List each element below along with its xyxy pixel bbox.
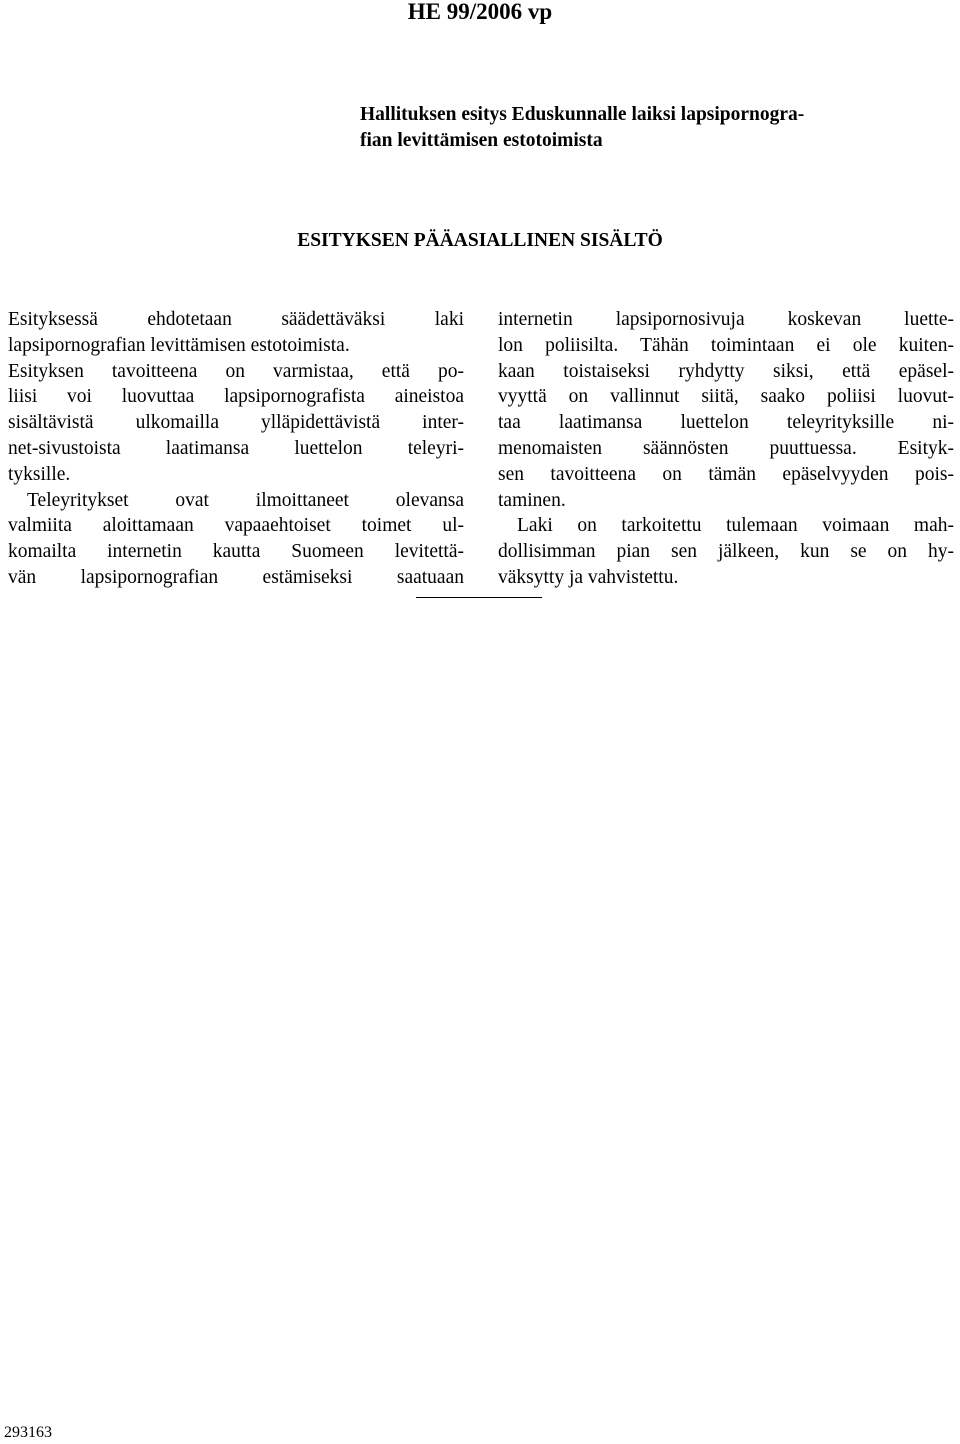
text-line: taa laatimansa luettelon teleyrityksille ni- xyxy=(498,412,954,434)
text-line: komailta internetin kautta Suomeen levitettä- xyxy=(8,541,464,563)
page-code: 293163 xyxy=(4,1424,52,1441)
text-line: väksytty ja vahvistettu. xyxy=(498,566,679,588)
text-line: taminen. xyxy=(498,489,566,511)
text-line: dollisimman pian sen jälkeen, kun se on hy- xyxy=(498,541,954,563)
bill-title-line: fian levittämisen estotoimista xyxy=(360,130,603,151)
text-line: sisältävistä ulkomailla ylläpidettävistä inter- xyxy=(8,412,464,434)
text-line: sen tavoitteena on tämän epäselvyyden pois- xyxy=(498,463,954,485)
text-line: Esityksessä ehdotetaan säädettäväksi laki xyxy=(8,309,464,330)
bill-title xyxy=(360,102,960,154)
text-line: lon poliisilta. Tähän toimintaan ei ole kuiten- xyxy=(498,334,954,356)
text-line: Esityksen tavoitteena on varmistaa, että po- xyxy=(8,360,464,382)
text-line: tyksille. xyxy=(8,463,71,485)
body-column-left xyxy=(8,307,464,591)
bill-title-line: Hallituksen esitys Eduskunnalle laiksi lapsipornogra- xyxy=(360,104,805,125)
text-line: vyyttä on vallinnut siitä, saako poliisi luovut- xyxy=(498,386,954,408)
text-line: vän lapsipornografian estämiseksi saatuaan xyxy=(8,566,464,588)
text-line: Teleyritykset ovat ilmoittaneet olevansa xyxy=(27,489,464,511)
document-id: HE 99/2006 vp xyxy=(407,0,553,24)
text-line: liisi voi luovuttaa lapsipornografista aineistoa xyxy=(8,386,464,408)
text-line: lapsipornografian levittämisen estotoimista. xyxy=(8,334,350,356)
section-end-rule xyxy=(416,597,542,598)
section-heading: ESITYKSEN PÄÄASIALLINEN SISÄLTÖ xyxy=(297,230,663,251)
body-column-right xyxy=(498,307,954,591)
text-line: menomaisten säännösten puuttuessa. Esityk- xyxy=(498,437,954,459)
text-line: valmiita aloittamaan vapaaehtoiset toimet ul- xyxy=(8,515,464,537)
text-line: Laki on tarkoitettu tulemaan voimaan mah- xyxy=(517,515,954,537)
text-line: internetin lapsipornosivuja koskevan luette- xyxy=(498,309,954,330)
text-line: kaan toistaiseksi ryhdytty siksi, että epäsel- xyxy=(498,360,954,382)
text-line: net-sivustoista laatimansa luettelon teleyri- xyxy=(8,437,464,459)
